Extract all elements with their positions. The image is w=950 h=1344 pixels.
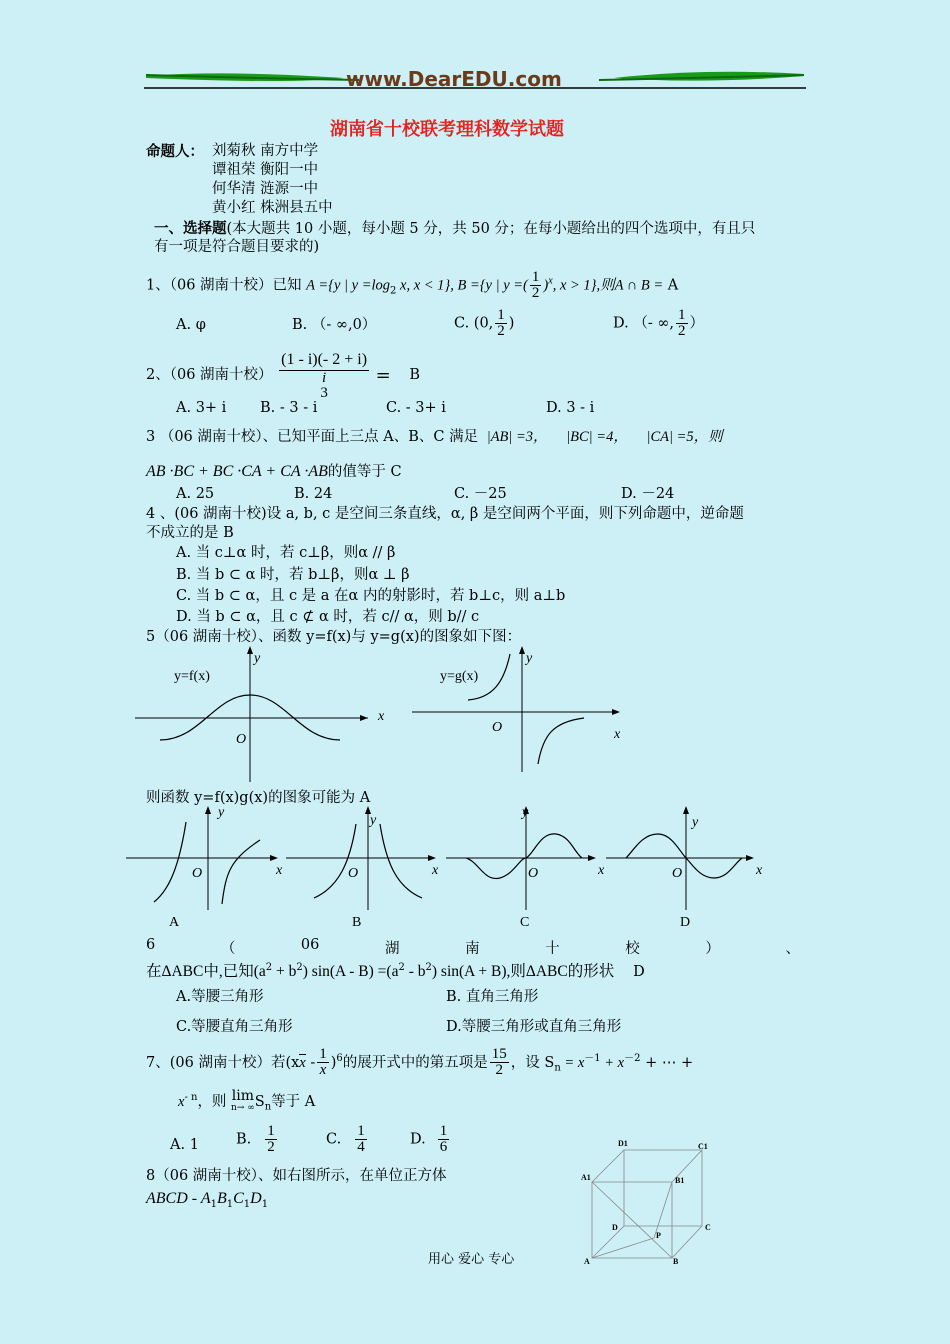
graph-g-label: y=g(x) bbox=[440, 669, 479, 684]
page-footer: 用心 爱心 专心 bbox=[428, 1252, 515, 1267]
q4-option-a: A. 当 c⊥α 时，若 c⊥β，则α // β bbox=[176, 545, 396, 561]
author-line: 何华清 涟源一中 bbox=[212, 181, 319, 197]
option-label-b: B bbox=[352, 915, 362, 930]
option-label-a: A bbox=[169, 915, 180, 930]
q3-stem: 3 （06 湖南十校）、已知平面上三点 A、B、C 满足 |AB| =3， |BC| =4， |CA| =5，则 bbox=[146, 429, 723, 445]
q8-cube-figure bbox=[578, 1136, 718, 1268]
q1-option-b: B. （- ∞,0） bbox=[292, 317, 377, 333]
cube-label: D bbox=[612, 1223, 618, 1232]
q6-option-b: B. 直角三角形 bbox=[446, 989, 539, 1005]
axis-label-y: y bbox=[218, 805, 225, 820]
axis-label-x: x bbox=[598, 863, 605, 878]
site-logo: www.DearEDU.com bbox=[346, 67, 562, 91]
cube-label: C bbox=[705, 1223, 711, 1232]
origin-label: O bbox=[236, 732, 247, 747]
cube-label: B bbox=[673, 1257, 679, 1266]
q1-option-a: A. φ bbox=[176, 317, 206, 333]
q2-option-b: B. - 3 - i bbox=[260, 400, 318, 416]
q5-graph-a bbox=[126, 805, 283, 930]
q5-question: 则函数 y=f(x)g(x)的图象可能为 A bbox=[146, 790, 371, 806]
q6-option-d: D.等腰三角形或直角三角形 bbox=[446, 1019, 622, 1035]
q2-option-c: C. - 3+ i bbox=[386, 400, 446, 416]
origin-label: O bbox=[528, 866, 539, 881]
axis-label-y: y bbox=[254, 651, 261, 666]
cube-label: D1 bbox=[618, 1139, 628, 1148]
q7-stem-2: $x^{- n}$，则 lim n→ ∞ $S_n$等于 A bbox=[178, 1087, 316, 1113]
q5-option-graphs bbox=[124, 802, 784, 937]
q4-option-d: D. 当 b ⊂ α，且 c ⊄ α 时，若 c// α，则 b// c bbox=[176, 609, 480, 625]
graph-f-label: y=f(x) bbox=[174, 669, 210, 684]
origin-label: O bbox=[492, 720, 503, 735]
axis-label-y: y bbox=[526, 651, 533, 666]
axis-label-x: x bbox=[614, 727, 621, 742]
origin-label: O bbox=[192, 866, 203, 881]
q4-stem: 4 、(06 湖南十校)设 a, b, c 是空间三条直线，α, β 是空间两个平面，则下列命题中，逆命题 bbox=[146, 506, 744, 522]
q4-option-c: C. 当 b ⊂ α，且 c 是 a 在α 内的射影时，若 b⊥c，则 a⊥b bbox=[176, 588, 566, 604]
q7-option-a: A. 1 bbox=[170, 1137, 199, 1153]
q8-stem-2: ABCD - $A_1B_1C_1D_1$ bbox=[146, 1190, 269, 1211]
cube-label: A1 bbox=[581, 1173, 591, 1182]
origin-label: O bbox=[672, 866, 683, 881]
axis-label-x: x bbox=[378, 709, 385, 724]
section-desc: 有一项是符合题目要求的) bbox=[154, 239, 320, 255]
q1-option-c: C. (0, $\frac{1}{2}$ ) bbox=[454, 307, 515, 339]
axis-label-y: y bbox=[692, 815, 699, 830]
q4-option-b: B. 当 b ⊂ α 时，若 b⊥β，则α ⊥ β bbox=[176, 567, 410, 583]
page-title: 湖南省十校联考理科数学试题 bbox=[330, 119, 564, 140]
authors-label: 命题人： bbox=[146, 143, 204, 160]
origin-label: O bbox=[348, 866, 359, 881]
author-line: 黄小红 株洲县五中 bbox=[212, 200, 333, 216]
q1-stem: 1、（06 湖南十校）已知 A ={y | $y =\log_2$ x, x < 1}, B ={y | y =( $\frac{1}{2}$ )$^x$, x > 1},则A ∩ B = A bbox=[146, 269, 679, 301]
q7-option-c: C. $\frac{1}{4}$ bbox=[326, 1123, 365, 1155]
cube-label: A bbox=[584, 1257, 590, 1266]
q5-graph-g bbox=[408, 640, 638, 780]
header-banner bbox=[144, 64, 806, 94]
q5-stem: 5（06 湖南十校）、函数 y=f(x)与 y=g(x)的图象如下图： bbox=[146, 629, 522, 645]
q6-head: 6 （ 06 湖 南 十 校 ） 、 bbox=[146, 937, 800, 957]
q5-graph-f bbox=[130, 640, 400, 785]
section-header: 一、选择题(本大题共 10 小题，每小题 5 分，共 50 分；在每小题给出的四个选项中，有且只 bbox=[154, 220, 756, 237]
axis-label-y: y bbox=[370, 813, 377, 828]
q3-option-d: D. －24 bbox=[621, 486, 675, 502]
q5-graph-b bbox=[286, 806, 439, 930]
q6-option-c: C.等腰直角三角形 bbox=[176, 1019, 293, 1035]
cube-label: C1 bbox=[698, 1142, 708, 1151]
option-label-c: C bbox=[520, 915, 530, 930]
q3-option-c: C. －25 bbox=[454, 486, 507, 502]
q7-option-d: D. $\frac{1}{6}$ bbox=[410, 1123, 448, 1155]
q6-stem: 在ΔABC中,已知$(a^2 + b^2)$ $\sin(A - B) =(a^2 - b^2) \sin(A + B)$,则ΔABC的形状 D bbox=[146, 962, 645, 981]
q8-stem: 8（06 湖南十校）、如右图所示，在单位正方体 bbox=[146, 1168, 447, 1184]
q3-expression: AB ·BC + BC ·CA + CA ·AB的值等于 C bbox=[146, 463, 402, 480]
q2-option-a: A. 3+ i bbox=[176, 400, 227, 416]
q2-stem: 2、（06 湖南十校） (1 - i)(- 2 + i) i 3 = B bbox=[146, 351, 421, 401]
q2-option-d: D. 3 - i bbox=[546, 400, 595, 416]
axis-label-x: x bbox=[432, 863, 439, 878]
author-line: 刘菊秋 南方中学 bbox=[212, 143, 319, 159]
q3-option-a: A. 25 bbox=[176, 486, 215, 502]
q3-option-b: B. 24 bbox=[294, 486, 333, 502]
q7-stem: 7、(06 湖南十校）若(xx - $\frac{1}{x}$ )$^6$的展开式中的第五项是 $\frac{15}{2}$ ，设 $S_n = x^{-1} + x^{-2}$ + ⋯ + bbox=[146, 1046, 694, 1079]
axis-label-x: x bbox=[756, 863, 763, 878]
q7-option-b: B. $\frac{1}{2}$ bbox=[236, 1123, 275, 1155]
q5-graph-d bbox=[606, 806, 763, 930]
axis-label-x: x bbox=[276, 863, 283, 878]
cube-label: B1 bbox=[675, 1176, 685, 1185]
author-line: 谭祖荣 衡阳一中 bbox=[212, 162, 319, 178]
q4-stem-2: 不成立的是 B bbox=[146, 525, 234, 541]
cube-label: P bbox=[656, 1231, 661, 1240]
q1-option-d: D. （- ∞, $\frac{1}{2}$ ） bbox=[613, 307, 705, 339]
axis-label-y: y bbox=[522, 805, 529, 820]
q6-option-a: A.等腰三角形 bbox=[176, 989, 264, 1005]
option-label-d: D bbox=[680, 915, 691, 930]
q5-graph-c bbox=[446, 805, 605, 930]
